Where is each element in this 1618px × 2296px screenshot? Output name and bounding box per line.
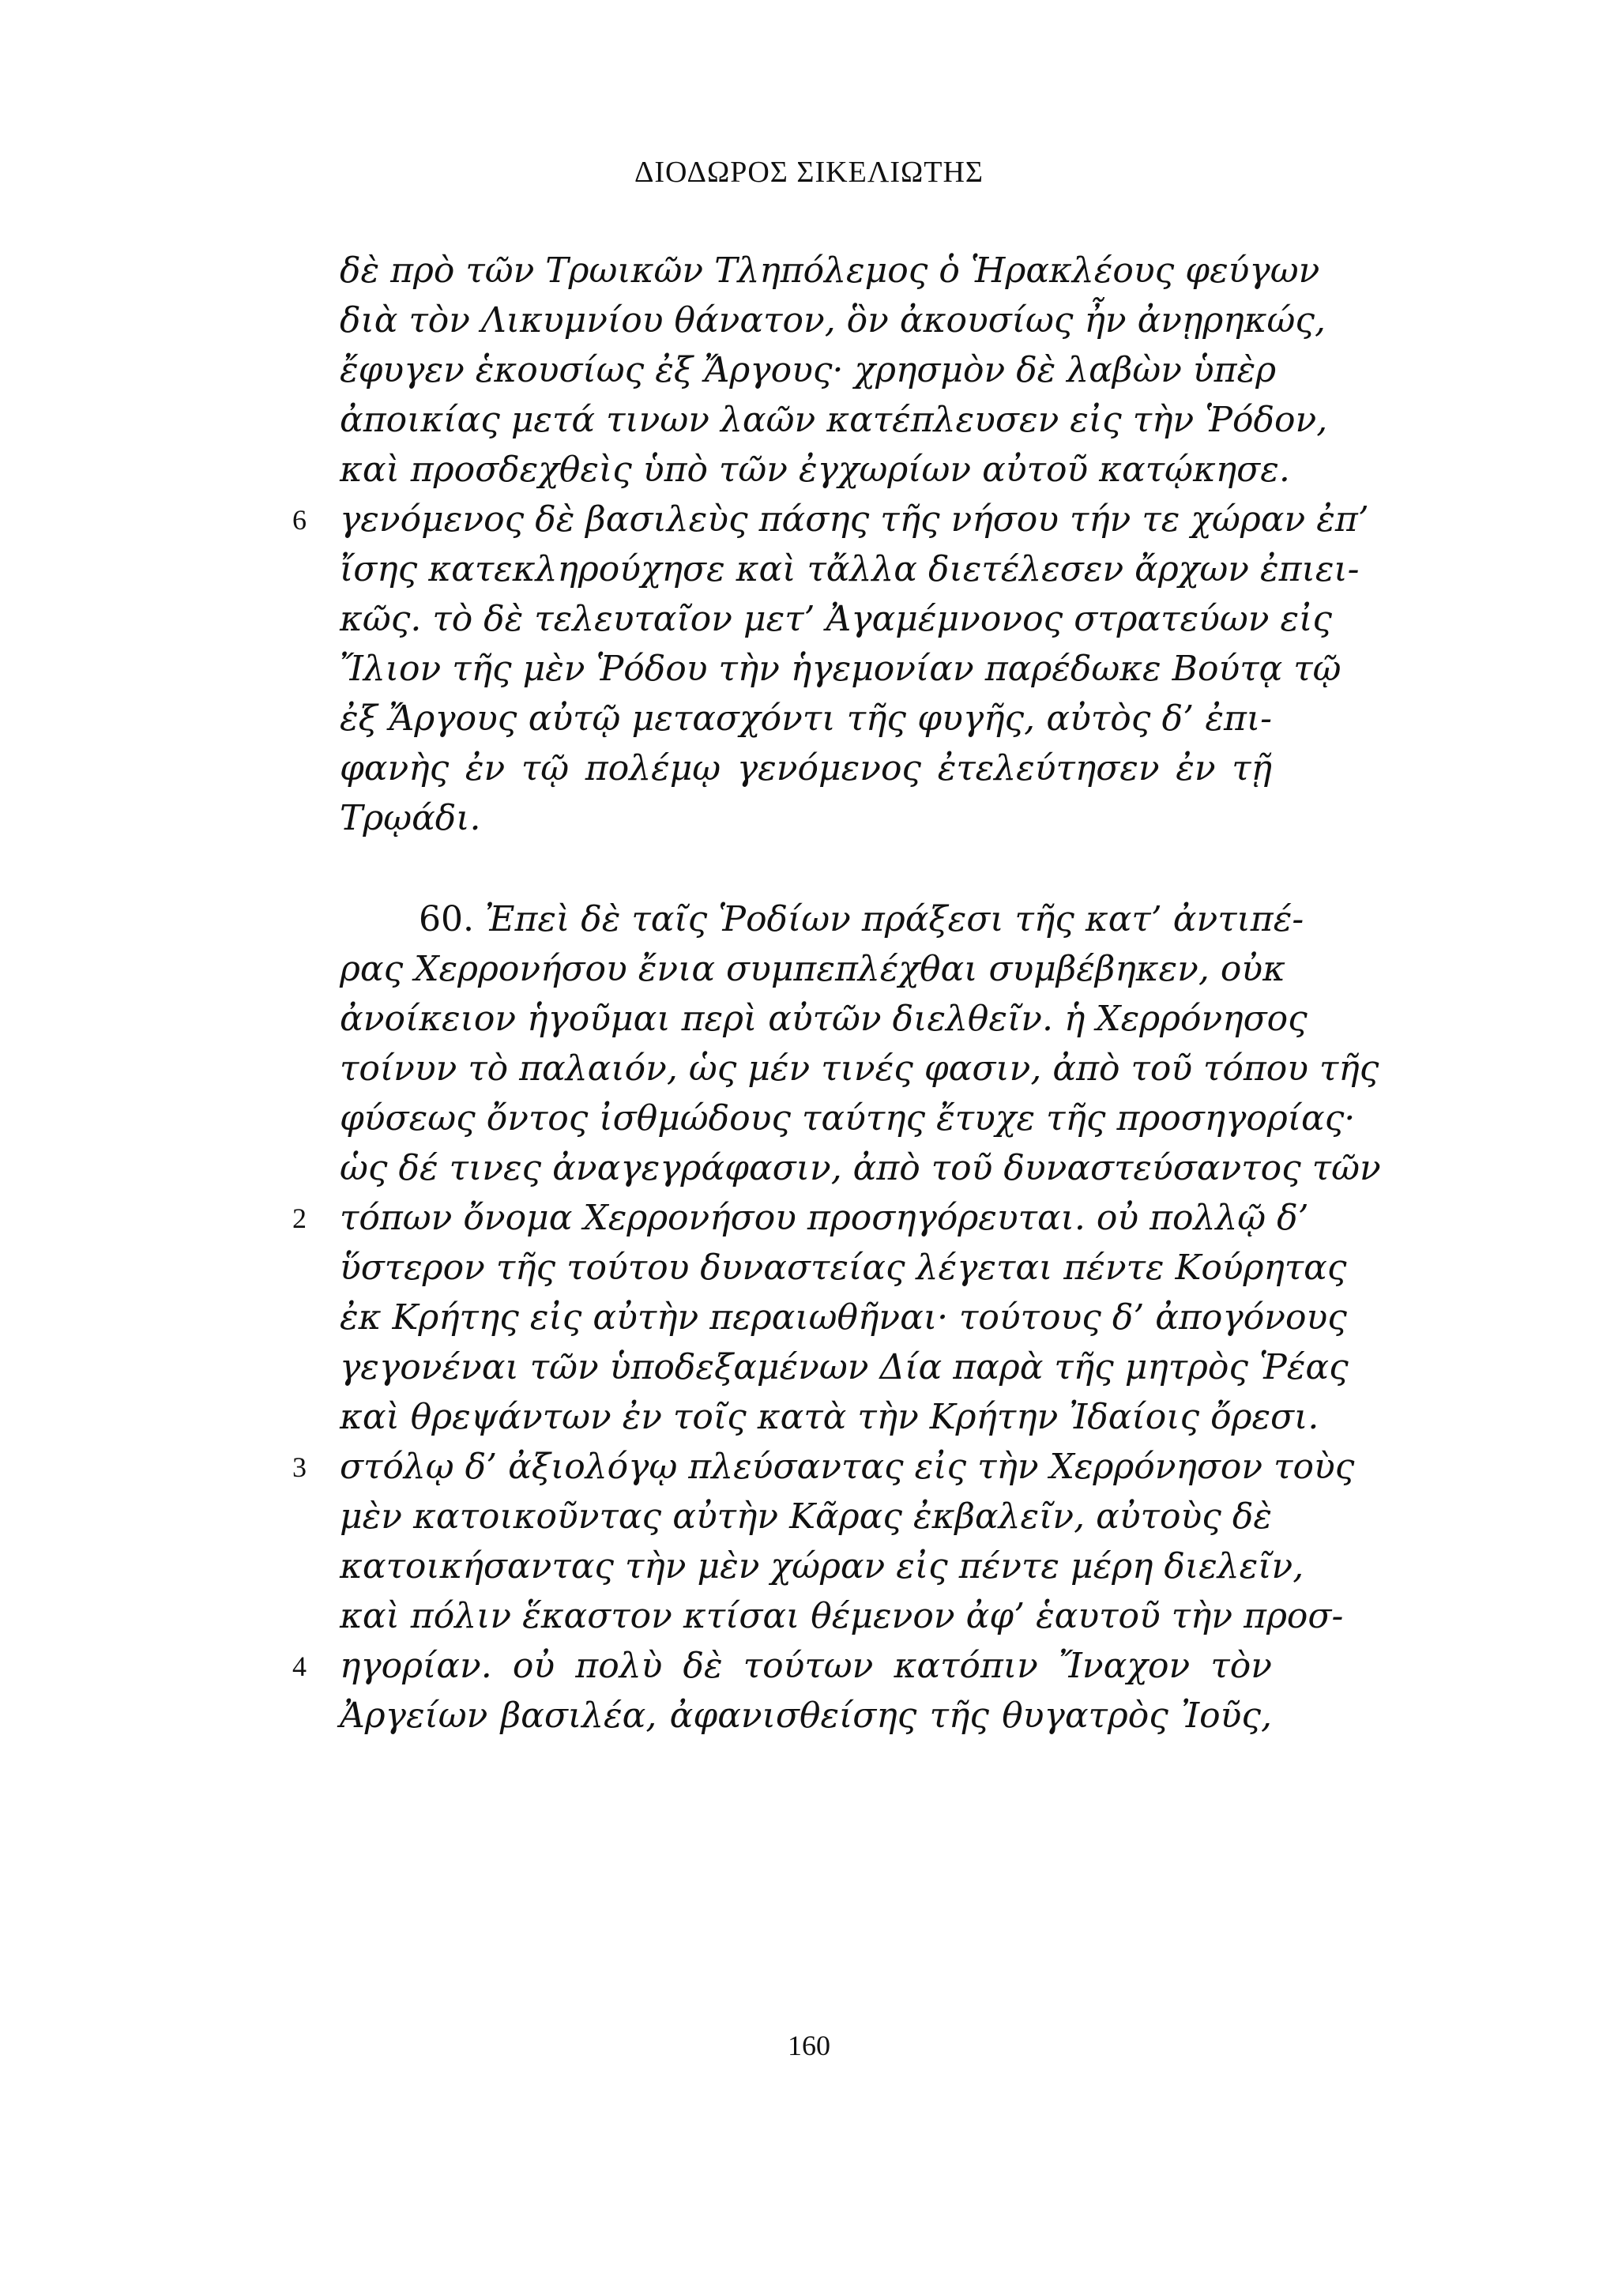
page-number: 160 <box>788 2030 830 2061</box>
section-marker: 3 <box>292 1451 307 1483</box>
text-line: τοίνυν τὸ παλαιόν, ὡς μέν τινές φασιν, ἀπὸ τοῦ τόπου τῆς <box>340 1048 1379 1089</box>
text-line: κατοικήσαντας τὴν μὲν χώραν εἰς πέντε μέρη διελεῖν, <box>340 1546 1304 1586</box>
text-line: κῶς. τὸ δὲ τελευταῖον μετ’ Ἀγαμέμνονος στρατεύων εἰς <box>340 599 1332 639</box>
text-line: ἀποικίας μετά τινων λαῶν κατέπλευσεν εἰς τὴν Ῥόδον, <box>340 400 1328 440</box>
text-line: ἐξ Ἄργους αὐτῷ μετασχόντι τῆς φυγῆς, αὐτὸς δ’ ἐπι- <box>340 698 1272 739</box>
text-line: καὶ προσδεχθεὶς ὑπὸ τῶν ἐγχωρίων αὐτοῦ κατῴκησε. <box>340 450 1290 490</box>
text-line: ἔφυγεν ἑκουσίως ἐξ Ἄργους· χρησμὸν δὲ λαβὼν ὑπὲρ <box>340 350 1277 390</box>
text-line: ἀνοίκειον ἡγοῦμαι περὶ αὐτῶν διελθεῖν. ἡ Χερρόνησος <box>340 999 1308 1039</box>
text-line: φύσεως ὄντος ἰσθμώδους ταύτης ἔτυχε τῆς προσηγορίας· <box>340 1098 1356 1139</box>
text-line: ὡς δέ τινες ἀναγεγράφασιν, ἀπὸ τοῦ δυναστεύσαντος τῶν <box>340 1148 1381 1188</box>
chapter-first-line-text: Ἐπεὶ δὲ ταῖς Ῥοδίων πράξεσι τῆς κατ’ ἀντιπέ- <box>484 899 1304 939</box>
section-marker: 6 <box>292 504 307 536</box>
text-line: τόπων ὄνομα Χερρονήσου προσηγόρευται. οὐ πολλῷ δ’ <box>340 1198 1309 1238</box>
text-line: ὕστερον τῆς τούτου δυναστείας λέγεται πέντε Κούρητας <box>340 1248 1347 1288</box>
text-line: ρας Χερρονήσου ἔνια συμπεπλέχθαι συμβέβηκεν, οὐκ <box>340 949 1285 989</box>
text-line: καὶ πόλιν ἕκαστον κτίσαι θέμενον ἀφ’ ἑαυτοῦ τὴν προσ- <box>340 1596 1344 1636</box>
text-line: δὲ πρὸ τῶν Τρωικῶν Τληπόλεμος ὁ Ἡρακλέους φεύγων <box>340 250 1320 291</box>
text-line: γεγονέναι τῶν ὑποδεξαμένων Δία παρὰ τῆς μητρὸς Ῥέας <box>340 1347 1349 1387</box>
text-line: Τρῳάδι. <box>340 798 481 838</box>
chapter-opening-line <box>419 898 1304 942</box>
text-line: φανὴς ἐν τῷ πολέμῳ γενόμενος ἐτελεύτησεν ἐν τῇ <box>340 748 1272 789</box>
text-line: γενόμενος δὲ βασιλεὺς πάσης τῆς νήσου τήν τε χώραν ἐπ’ <box>340 499 1369 540</box>
text-line: ἐκ Κρήτης εἰς αὐτὴν περαιωθῆναι· τούτους δ’ ἀπογόνους <box>340 1297 1347 1338</box>
section-marker: 2 <box>292 1203 307 1234</box>
chapter-number: 60. <box>419 899 474 939</box>
text-line: ηγορίαν. οὐ πολὺ δὲ τούτων κατόπιν Ἴναχον τὸν <box>340 1646 1272 1686</box>
text-line: ἴσης κατεκληρούχησε καὶ τἄλλα διετέλεσεν ἄρχων ἐπιει- <box>340 549 1360 589</box>
text-line: καὶ θρεψάντων ἐν τοῖς κατὰ τὴν Κρήτην Ἰδαίοις ὄρεσι. <box>340 1397 1319 1437</box>
running-title: ΔΙΟΔΩΡΟΣ ΣΙΚΕΛΙΩΤΗΣ <box>634 156 984 189</box>
text-line: Ἀργείων βασιλέα, ἀφανισθείσης τῆς θυγατρὸς Ἰοῦς, <box>340 1696 1272 1736</box>
section-marker: 4 <box>292 1650 307 1682</box>
text-line: διὰ τὸν Λικυμνίου θάνατον, ὃν ἀκουσίως ἦν ἀνῃρηκώς, <box>340 300 1326 341</box>
text-line: Ἴλιον τῆς μὲν Ῥόδου τὴν ἡγεμονίαν παρέδωκε Βούτᾳ τῷ <box>340 649 1341 689</box>
text-line: στόλῳ δ’ ἀξιολόγῳ πλεύσαντας εἰς τὴν Χερρόνησον τοὺς <box>340 1447 1355 1487</box>
text-line: μὲν κατοικοῦντας αὐτὴν Κᾶρας ἐκβαλεῖν, αὐτοὺς δὲ <box>340 1496 1272 1537</box>
